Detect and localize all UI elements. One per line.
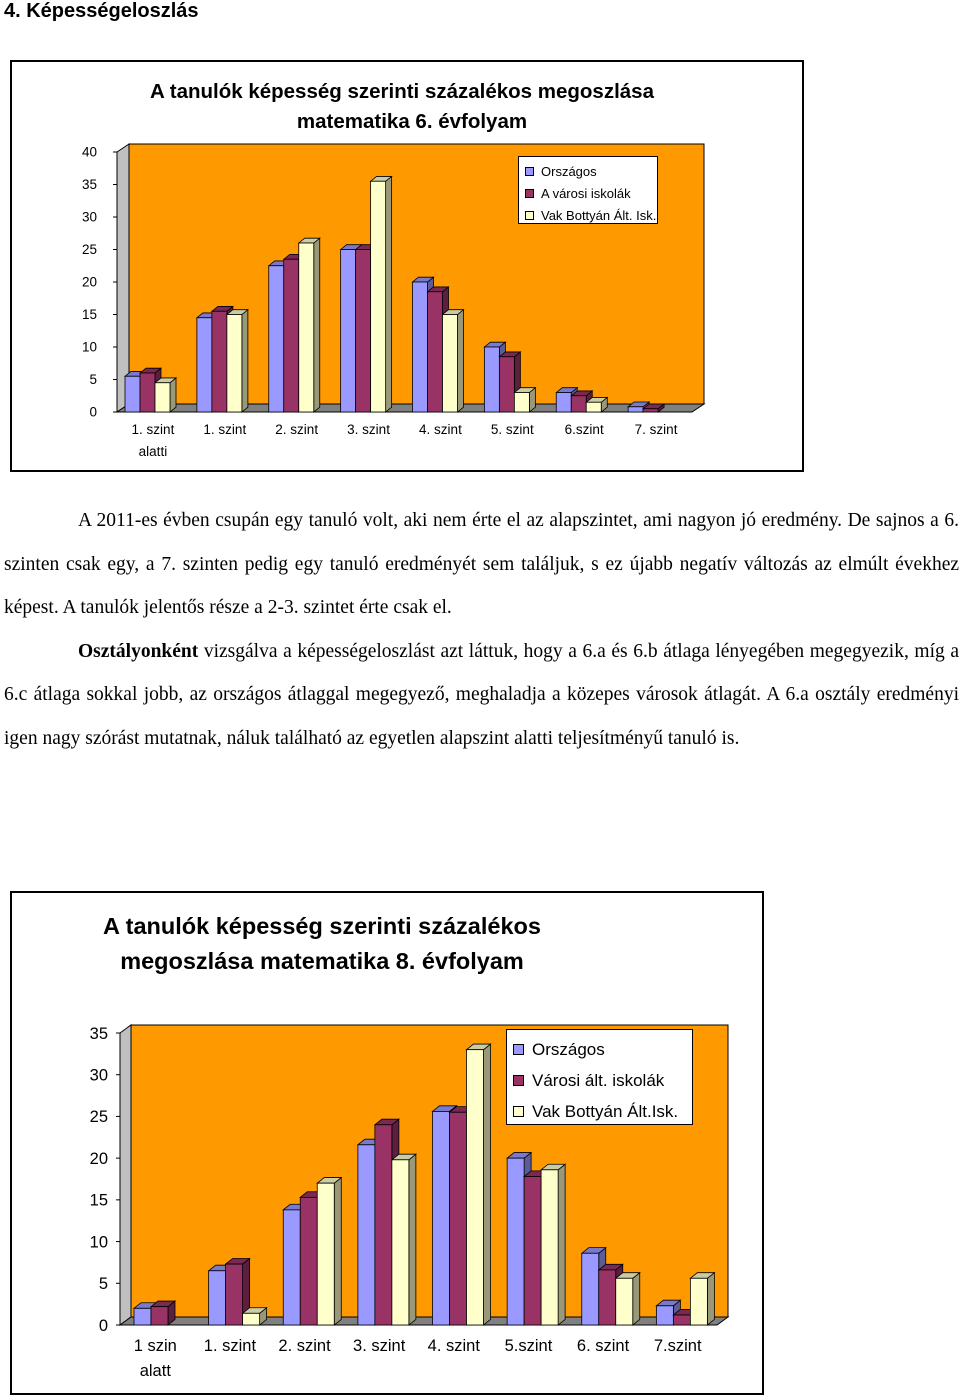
x-tick-label: 3. szint — [353, 1337, 406, 1355]
y-tick-label: 10 — [81, 339, 97, 355]
bar — [283, 1210, 300, 1325]
legend-item-vak-bottyan — [525, 204, 657, 226]
bar-side — [458, 310, 464, 412]
bar-side — [334, 1178, 341, 1325]
chart-grade8-legend — [506, 1029, 693, 1125]
x-tick-label: 5.szint — [504, 1337, 553, 1355]
bar — [690, 1278, 707, 1325]
chart-grade6 — [10, 60, 804, 472]
x-tick-label: 4. szint — [419, 422, 462, 437]
bar-side — [170, 378, 176, 412]
bar — [125, 376, 140, 412]
chart-grade6-plot — [12, 62, 802, 470]
x-tick-label: 5. szint — [490, 422, 534, 437]
y-tick-label: 30 — [89, 1066, 108, 1085]
bar-side — [242, 310, 248, 412]
chart-grade8 — [10, 891, 764, 1395]
body-text — [4, 499, 959, 760]
y-tick-label: 25 — [81, 242, 97, 258]
x-tick-label: 1. szint — [131, 422, 175, 437]
legend-swatch — [525, 189, 534, 198]
y-tick-label: 5 — [89, 372, 97, 388]
bar — [227, 315, 242, 413]
bar — [541, 1170, 558, 1325]
bar — [484, 347, 499, 412]
bar — [197, 318, 212, 412]
bar — [151, 1307, 168, 1325]
side-wall — [117, 144, 129, 412]
bar — [299, 243, 314, 412]
x-tick-label: 7.szint — [653, 1337, 702, 1355]
paragraph-2-bold: Osztályonként — [78, 640, 199, 662]
section-heading: 4. Képességeloszlás — [4, 0, 199, 22]
legend-item-orszagos — [513, 1034, 692, 1065]
paragraph-2-rest: vizsgálva a képességeloszlást azt láttuk, hogy a 6.a és 6.b átlaga lényegében megegyezik, míg a 6.c átlaga sokkal jobb, az országos átlaggal megegyező, meghaladja a közepes városok átlagát. A 6.a osztály eredményi igen nagy szórást mutatnak, náluk található az egyetlen alapszint alatti teljesítményű tanuló is. — [4, 640, 959, 749]
bar — [269, 266, 284, 412]
x-tick-label: alatti — [138, 444, 168, 459]
x-tick-label: 2. szint — [275, 422, 319, 437]
y-tick-label: 0 — [98, 1316, 108, 1335]
legend-swatch — [513, 1044, 524, 1055]
bar — [243, 1313, 260, 1325]
bar — [284, 259, 299, 412]
bar — [582, 1253, 599, 1325]
bar — [300, 1197, 317, 1325]
paragraph-2 — [4, 630, 959, 761]
legend-item-varosi — [525, 182, 657, 204]
bar — [356, 250, 371, 413]
x-tick-label: 1 szin — [133, 1337, 177, 1355]
bar-side — [409, 1154, 416, 1325]
bar — [392, 1160, 409, 1325]
bar — [212, 311, 227, 412]
legend-label: Városi ált. iskolák — [532, 1070, 665, 1090]
bar — [209, 1271, 226, 1325]
bar-side — [633, 1273, 640, 1325]
bar — [514, 393, 529, 413]
legend-item-orszagos — [525, 160, 657, 182]
chart-grade6-title-line2: matematika 6. évfolyam — [296, 110, 528, 133]
legend-label: Országos — [532, 1039, 605, 1059]
bar-side — [558, 1164, 565, 1325]
x-tick-label: 4. szint — [427, 1337, 480, 1355]
x-tick-label: 1. szint — [203, 1337, 257, 1355]
bar-side — [386, 176, 392, 412]
y-tick-label: 30 — [81, 209, 97, 225]
bar-side — [314, 238, 320, 412]
legend-label: A városi iskolák — [541, 185, 631, 201]
bar — [628, 407, 643, 412]
bar — [673, 1315, 690, 1325]
legend-swatch — [513, 1075, 524, 1086]
y-tick-label: 35 — [89, 1024, 108, 1043]
bar — [656, 1306, 673, 1325]
x-tick-label: 2. szint — [278, 1337, 331, 1355]
bar — [443, 315, 458, 413]
paragraph-1: A 2011-es évben csupán egy tanuló volt, aki nem érte el az alapszintet, ami nagyon jó eredmény. De sajnos a 6. szinten csak egy, a 7. szinten pedig egy tanuló eredményét sem találjuk, s ez újabb negatív változás az elmúlt évekhez képest. A tanulók jelentős része a 2-3. szintet érte csak el. — [4, 510, 959, 618]
chart-grade6-legend — [518, 156, 658, 224]
bar — [556, 393, 571, 413]
bar-side — [707, 1273, 714, 1325]
legend-item-vak-bottyan — [513, 1096, 692, 1127]
legend-label: Vak Bottyán Ált.Isk. — [532, 1101, 679, 1121]
y-tick-label: 20 — [81, 274, 97, 290]
y-tick-label: 10 — [89, 1233, 108, 1252]
bar — [226, 1264, 243, 1325]
chart-grade6-title-line1: A tanulók képesség szerinti százalékos megoszlása — [150, 80, 654, 103]
bar — [317, 1183, 334, 1325]
y-tick-label: 20 — [89, 1149, 108, 1168]
legend-swatch — [525, 167, 534, 176]
bar — [341, 250, 356, 413]
x-tick-label: 1. szint — [203, 422, 247, 437]
y-tick-label: 25 — [89, 1108, 108, 1127]
y-tick-label: 15 — [89, 1191, 108, 1210]
x-tick-label: alatt — [139, 1362, 171, 1380]
bar — [643, 409, 658, 412]
bar — [586, 402, 601, 412]
bar — [571, 396, 586, 412]
bar — [428, 292, 443, 412]
chart-grade8-plot — [12, 893, 762, 1393]
legend-swatch — [525, 211, 534, 220]
legend-item-varosi — [513, 1065, 692, 1096]
bar — [450, 1112, 467, 1325]
chart-grade8-title-line2: megoszlása matematika 8. évfolyam — [120, 948, 524, 974]
bar — [467, 1050, 484, 1325]
bar — [507, 1158, 524, 1325]
bar — [616, 1278, 633, 1325]
x-tick-label: 6.szint — [564, 422, 604, 437]
bar — [155, 383, 170, 412]
x-tick-label: 3. szint — [347, 422, 390, 437]
y-tick-label: 35 — [81, 177, 97, 193]
side-wall — [120, 1025, 131, 1325]
bar — [371, 181, 386, 412]
x-tick-label: 7. szint — [634, 422, 678, 437]
y-tick-label: 0 — [89, 404, 97, 420]
y-tick-label: 5 — [98, 1275, 108, 1294]
legend-swatch — [513, 1106, 524, 1117]
bar — [433, 1111, 450, 1325]
bar — [499, 357, 514, 412]
bar — [599, 1270, 616, 1325]
bar — [134, 1308, 151, 1325]
bar-side — [484, 1044, 491, 1325]
chart-grade8-title-line1: A tanulók képesség szerinti százalékos — [103, 913, 541, 939]
y-tick-label: 15 — [81, 307, 97, 323]
bar — [140, 373, 155, 412]
bar — [375, 1125, 392, 1325]
bar — [524, 1176, 541, 1325]
x-tick-label: 6. szint — [576, 1337, 630, 1355]
legend-label: Vak Bottyán Ált. Isk. — [541, 207, 657, 223]
legend-label: Országos — [541, 163, 597, 179]
y-tick-label: 40 — [81, 144, 97, 160]
bar — [413, 282, 428, 412]
bar — [358, 1145, 375, 1325]
